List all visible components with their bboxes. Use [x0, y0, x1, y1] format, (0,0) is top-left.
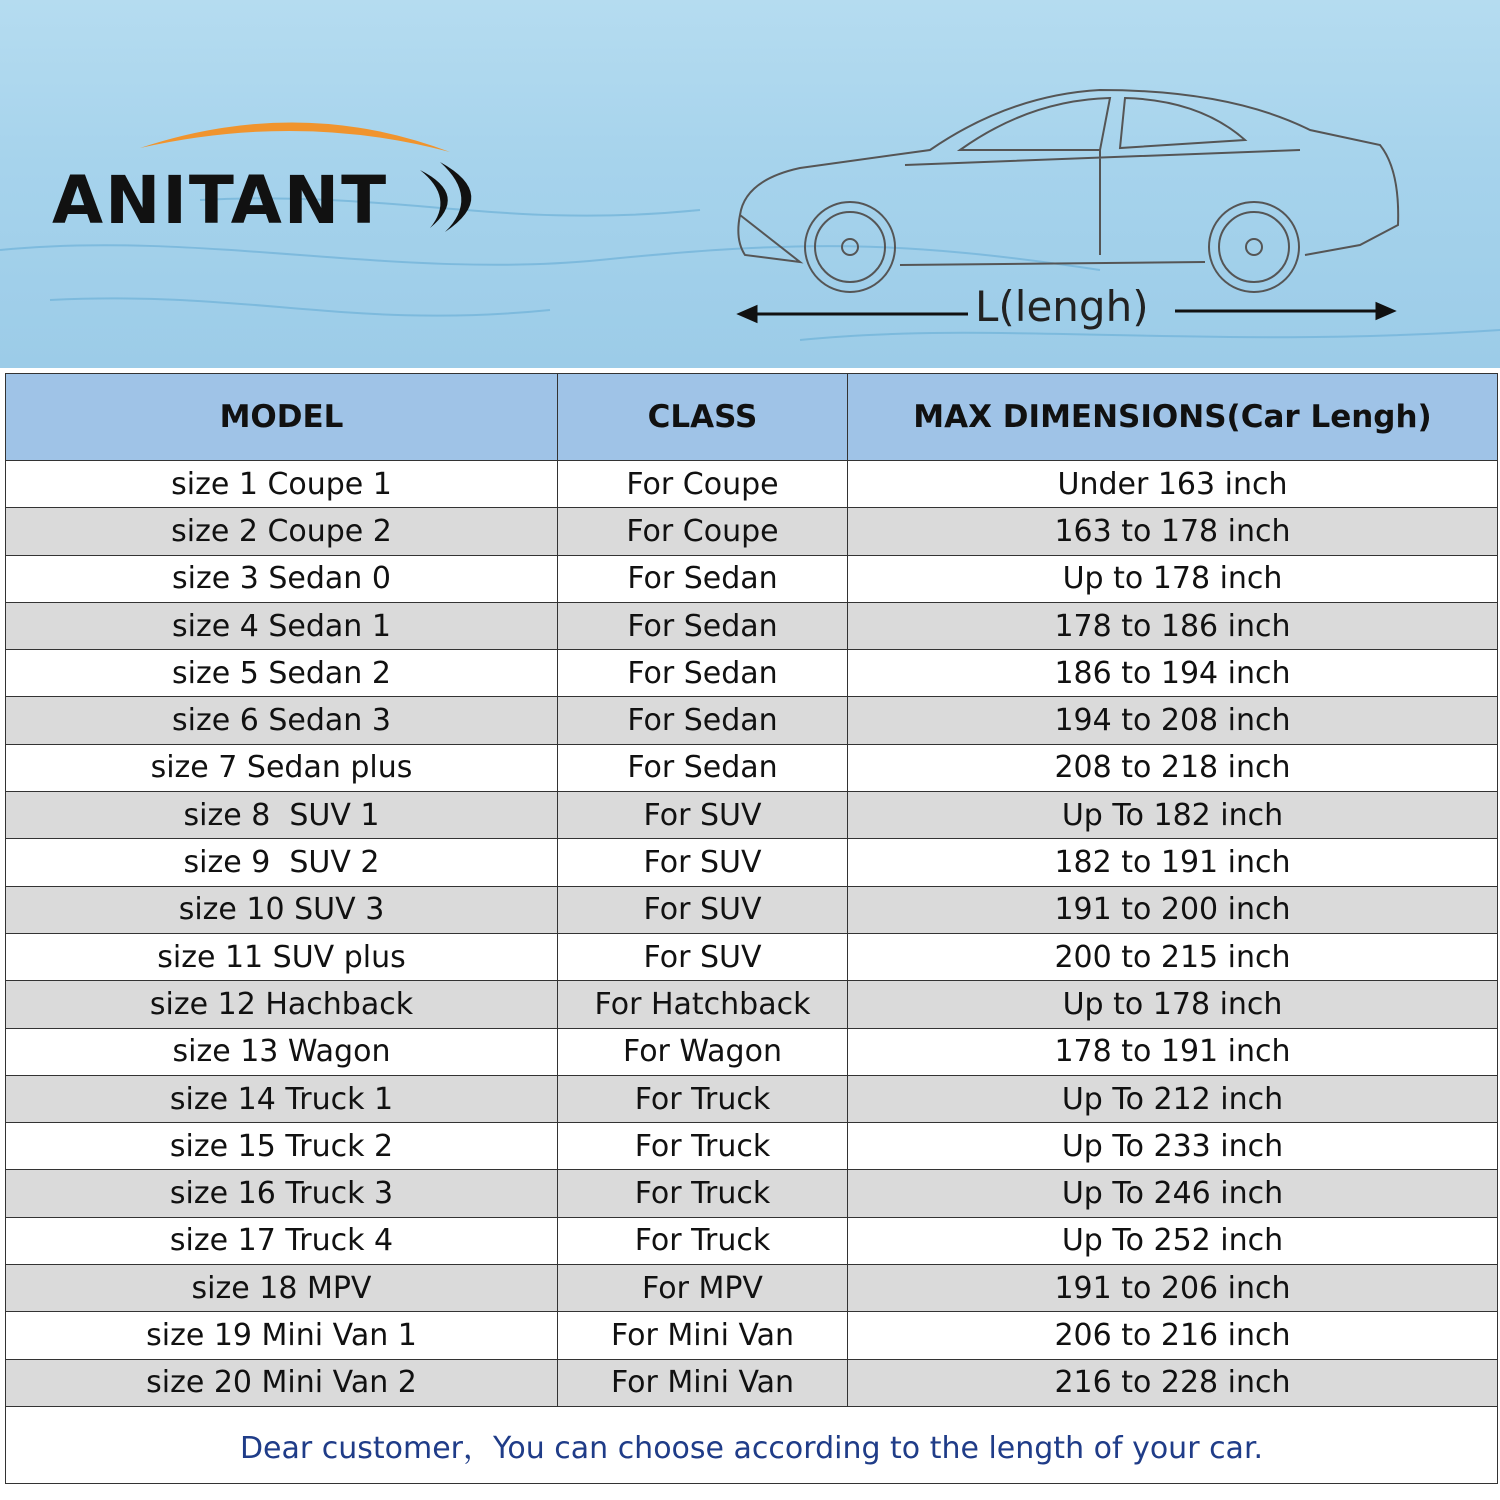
max-dimension-cell: 208 to 218 inch	[848, 744, 1498, 791]
model-cell: size 14 Truck 1	[6, 1075, 558, 1122]
table-row	[6, 1170, 1498, 1217]
max-dimension-cell: Up To 212 inch	[848, 1075, 1498, 1122]
table-row	[6, 839, 1498, 886]
car-outline-icon	[738, 90, 1398, 292]
model-cell: size 9 SUV 2	[6, 839, 558, 886]
max-dimension-cell: Up to 178 inch	[848, 981, 1498, 1028]
max-dimension-cell: 191 to 200 inch	[848, 886, 1498, 933]
class-cell: For MPV	[558, 1265, 848, 1312]
table-row	[6, 981, 1498, 1028]
table-row	[6, 602, 1498, 649]
model-cell: size 4 Sedan 1	[6, 602, 558, 649]
banner-graphics	[0, 0, 1500, 368]
model-cell: size 7 Sedan plus	[6, 744, 558, 791]
max-dimension-cell: Up To 252 inch	[848, 1217, 1498, 1264]
table-row	[6, 1028, 1498, 1075]
table-row	[6, 933, 1498, 980]
max-dimension-cell: Up to 178 inch	[848, 555, 1498, 602]
logo-text: ANITANT	[52, 162, 389, 239]
class-cell: For SUV	[558, 886, 848, 933]
class-cell: For Coupe	[558, 508, 848, 555]
max-dimension-cell: Under 163 inch	[848, 461, 1498, 508]
footer-note: Dear customer，You can choose according to the length of your car.	[6, 1406, 1498, 1483]
max-dimension-cell: 182 to 191 inch	[848, 839, 1498, 886]
max-dimension-cell: 178 to 191 inch	[848, 1028, 1498, 1075]
table-header-row	[6, 374, 1498, 461]
length-label: L(lengh)	[975, 282, 1149, 331]
max-dimension-cell: 200 to 215 inch	[848, 933, 1498, 980]
class-cell: For Coupe	[558, 461, 848, 508]
model-cell: size 10 SUV 3	[6, 886, 558, 933]
class-cell: For SUV	[558, 839, 848, 886]
class-cell: For Wagon	[558, 1028, 848, 1075]
max-dimension-cell: 216 to 228 inch	[848, 1359, 1498, 1406]
max-dimension-cell: Up To 233 inch	[848, 1123, 1498, 1170]
max-dimension-cell: 191 to 206 inch	[848, 1265, 1498, 1312]
class-cell: For Sedan	[558, 650, 848, 697]
max-dimension-cell: 206 to 216 inch	[848, 1312, 1498, 1359]
max-dimension-cell: 186 to 194 inch	[848, 650, 1498, 697]
model-cell: size 6 Sedan 3	[6, 697, 558, 744]
max-dimension-cell: 194 to 208 inch	[848, 697, 1498, 744]
table-row	[6, 792, 1498, 839]
model-cell: size 5 Sedan 2	[6, 650, 558, 697]
class-cell: For Truck	[558, 1123, 848, 1170]
table-row	[6, 555, 1498, 602]
model-cell: size 2 Coupe 2	[6, 508, 558, 555]
table-row	[6, 461, 1498, 508]
table-row	[6, 1123, 1498, 1170]
model-cell: size 1 Coupe 1	[6, 461, 558, 508]
table-row	[6, 1359, 1498, 1406]
footer-row	[6, 1406, 1498, 1483]
max-dimension-cell: 178 to 186 inch	[848, 602, 1498, 649]
table-row	[6, 744, 1498, 791]
class-cell: For SUV	[558, 933, 848, 980]
size-chart-table	[5, 373, 1498, 1484]
model-cell: size 17 Truck 4	[6, 1217, 558, 1264]
table-row	[6, 650, 1498, 697]
table-row	[6, 1312, 1498, 1359]
header-max-dimensions: MAX DIMENSIONS(Car Lengh)	[848, 374, 1498, 461]
model-cell: size 15 Truck 2	[6, 1123, 558, 1170]
class-cell: For Sedan	[558, 697, 848, 744]
model-cell: size 13 Wagon	[6, 1028, 558, 1075]
table-row	[6, 1217, 1498, 1264]
model-cell: size 3 Sedan 0	[6, 555, 558, 602]
class-cell: For Truck	[558, 1170, 848, 1217]
max-dimension-cell: 163 to 178 inch	[848, 508, 1498, 555]
model-cell: size 18 MPV	[6, 1265, 558, 1312]
logo-arc	[140, 122, 450, 152]
anitant-logo	[52, 122, 471, 239]
header-class: CLASS	[558, 374, 848, 461]
model-cell: size 11 SUV plus	[6, 933, 558, 980]
max-dimension-cell: Up To 182 inch	[848, 792, 1498, 839]
table-row	[6, 886, 1498, 933]
table-row	[6, 508, 1498, 555]
table-row	[6, 1075, 1498, 1122]
class-cell: For Hatchback	[558, 981, 848, 1028]
model-cell: size 8 SUV 1	[6, 792, 558, 839]
model-cell: size 20 Mini Van 2	[6, 1359, 558, 1406]
header-banner	[0, 0, 1500, 368]
header-model: MODEL	[6, 374, 558, 461]
max-dimension-cell: Up To 246 inch	[848, 1170, 1498, 1217]
class-cell: For Truck	[558, 1217, 848, 1264]
class-cell: For Mini Van	[558, 1359, 848, 1406]
class-cell: For Sedan	[558, 555, 848, 602]
class-cell: For SUV	[558, 792, 848, 839]
model-cell: size 12 Hachback	[6, 981, 558, 1028]
class-cell: For Mini Van	[558, 1312, 848, 1359]
model-cell: size 16 Truck 3	[6, 1170, 558, 1217]
class-cell: For Sedan	[558, 602, 848, 649]
class-cell: For Sedan	[558, 744, 848, 791]
class-cell: For Truck	[558, 1075, 848, 1122]
table-row	[6, 1265, 1498, 1312]
model-cell: size 19 Mini Van 1	[6, 1312, 558, 1359]
table-row	[6, 697, 1498, 744]
